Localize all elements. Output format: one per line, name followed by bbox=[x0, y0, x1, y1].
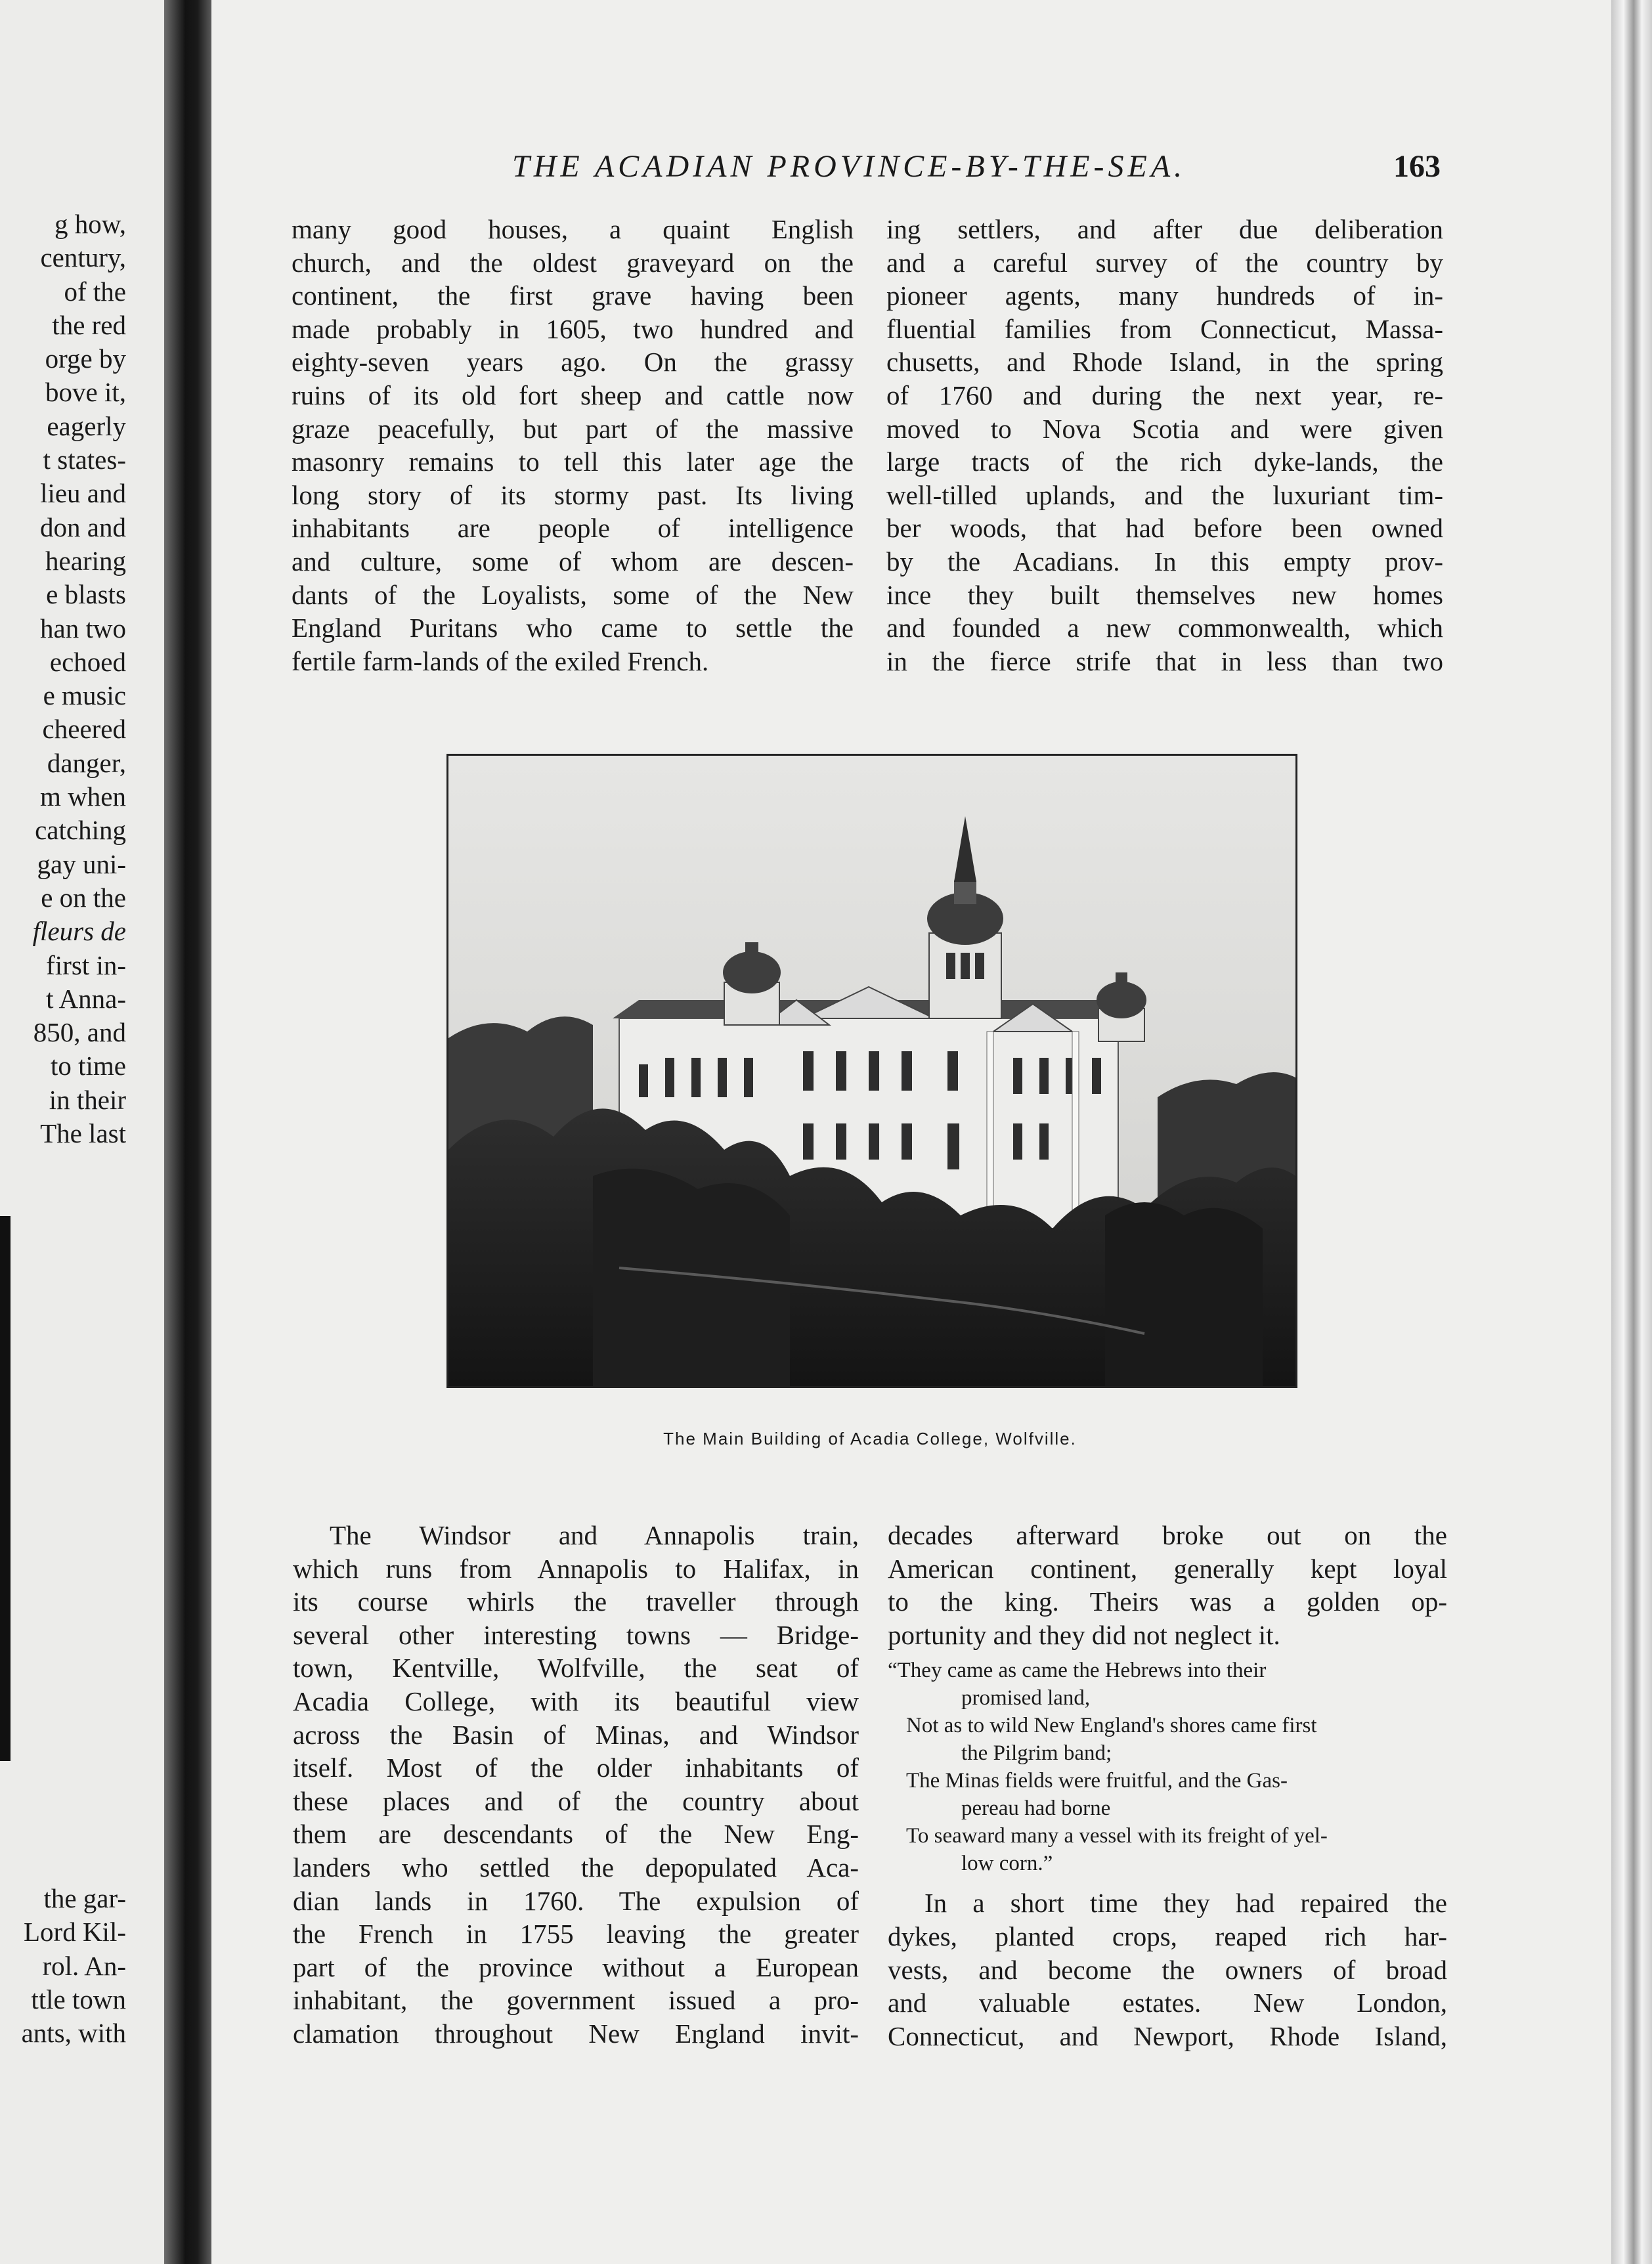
text-line: 850, and bbox=[33, 1017, 126, 1048]
text-line: cheered bbox=[42, 714, 126, 745]
poem-quotation bbox=[888, 1657, 1447, 1877]
text-line: The Windsor and Annapolis train, bbox=[330, 1520, 859, 1550]
text-line: dants of the Loyalists, some of the New bbox=[292, 579, 854, 610]
text-line: town, Kentville, Wolfville, the seat of bbox=[293, 1653, 859, 1684]
page-edge bbox=[1611, 0, 1652, 2264]
text-line: hearing bbox=[45, 545, 126, 576]
poem-line: Not as to wild New England's shores came first bbox=[906, 1714, 1317, 1738]
text-line: e blasts bbox=[46, 579, 126, 610]
text-line: and culture, some of whom are descen- bbox=[292, 546, 854, 577]
text-line: to the king. Theirs was a golden op- bbox=[888, 1586, 1447, 1617]
text-line: eighty-seven years ago. On the grassy bbox=[292, 347, 854, 378]
text-line: and a careful survey of the country by bbox=[886, 247, 1443, 278]
text-line: ing settlers, and after due deliberation bbox=[886, 214, 1443, 244]
text-line: graze peacefully, but part of the massive bbox=[292, 413, 854, 444]
text-line: itself. Most of the older inhabitants of bbox=[293, 1752, 859, 1783]
facing-page-upper-text bbox=[33, 207, 126, 1150]
page-number: 163 bbox=[1393, 149, 1441, 184]
text-line: lieu and bbox=[40, 478, 126, 509]
text-line: ber woods, that had before been owned bbox=[886, 513, 1443, 544]
text-line: m when bbox=[40, 781, 126, 812]
text-line: don and bbox=[40, 512, 126, 542]
text-line: portunity and they did not neglect it. bbox=[888, 1619, 1280, 1650]
text-line: well-tilled uplands, and the luxuriant tim- bbox=[886, 479, 1443, 510]
text-line: in the fierce strife that in less than two bbox=[886, 645, 1443, 676]
text-line: American continent, generally kept loyal bbox=[888, 1553, 1447, 1584]
text-line: rol. An- bbox=[42, 1950, 126, 1981]
text-line: dian lands in 1760. The expulsion of bbox=[293, 1885, 859, 1916]
text-line: ruins of its old fort sheep and cattle now bbox=[292, 380, 854, 410]
text-line: many good houses, a quaint English bbox=[292, 214, 854, 244]
figure-caption: The Main Building of Acadia College, Wolfville. bbox=[663, 1429, 1077, 1448]
text-line: church, and the oldest graveyard on the bbox=[292, 247, 854, 278]
text-line: of the bbox=[64, 276, 126, 307]
text-line: echoed bbox=[49, 646, 126, 677]
college-photograph bbox=[446, 754, 1297, 1388]
text-line: gay uni- bbox=[37, 848, 126, 879]
text-line: made probably in 1605, two hundred and bbox=[292, 313, 854, 344]
text-line: century, bbox=[40, 242, 126, 273]
text-line: which runs from Annapolis to Halifax, in bbox=[293, 1553, 859, 1584]
text-line: decades afterward broke out on the bbox=[888, 1520, 1447, 1550]
text-line: Connecticut, and Newport, Rhode Island, bbox=[888, 2020, 1447, 2051]
text-line: masonry remains to tell this later age the bbox=[292, 446, 854, 477]
text-line: vests, and become the owners of broad bbox=[888, 1954, 1447, 1985]
text-line: ttle town bbox=[31, 1984, 126, 2014]
text-line: inhabitant, the government issued a pro- bbox=[293, 1985, 859, 2016]
text-line: moved to Nova Scotia and were given bbox=[886, 413, 1443, 444]
text-line: inhabitants are people of intelligence bbox=[292, 513, 854, 544]
text-line: in their bbox=[49, 1084, 126, 1115]
text-line: across the Basin of Minas, and Windsor bbox=[293, 1719, 859, 1750]
poem-line: low corn.” bbox=[961, 1852, 1053, 1876]
text-line: fleurs de bbox=[32, 916, 126, 947]
text-line: dykes, planted crops, reaped rich har- bbox=[888, 1921, 1447, 1951]
text-line: continent, the first grave having been bbox=[292, 280, 854, 311]
text-line: catching bbox=[35, 815, 126, 846]
text-line: England Puritans who came to settle the bbox=[292, 613, 854, 643]
facing-page-fragment bbox=[0, 0, 164, 2264]
text-line: the French in 1755 leaving the greater bbox=[293, 1919, 859, 1949]
text-line: its course whirls the traveller through bbox=[293, 1586, 859, 1617]
text-line: by the Acadians. In this empty prov- bbox=[886, 546, 1443, 577]
text-line: t Anna- bbox=[46, 983, 126, 1014]
column-top-left bbox=[292, 213, 854, 678]
text-line: fertile farm-lands of the exiled French. bbox=[292, 645, 709, 676]
facing-page-image-edge bbox=[0, 1216, 11, 1761]
poem-line: “They came as came the Hebrews into their bbox=[888, 1659, 1267, 1683]
text-line: and founded a new commonwealth, which bbox=[886, 613, 1443, 643]
text-line: the gar- bbox=[43, 1883, 126, 1913]
text-line: eagerly bbox=[47, 410, 126, 441]
poem-line: pereau had borne bbox=[961, 1796, 1111, 1821]
column-bottom-left bbox=[293, 1519, 859, 2051]
text-line: the red bbox=[52, 309, 126, 340]
column-bottom-right bbox=[888, 1519, 1447, 2053]
text-line: several other interesting towns — Bridge- bbox=[293, 1619, 859, 1650]
text-line: ince they built themselves new homes bbox=[886, 579, 1443, 610]
text-line: Lord Kil- bbox=[24, 1917, 126, 1948]
poem-line: the Pilgrim band; bbox=[961, 1741, 1112, 1766]
poem-line: To seaward many a vessel with its freight of yel- bbox=[906, 1824, 1328, 1848]
text-line: of 1760 and during the next year, re- bbox=[886, 380, 1443, 410]
facing-page-lower-text bbox=[22, 1882, 126, 2050]
text-line: clamation throughout New England invit- bbox=[293, 2018, 859, 2049]
text-line: orge by bbox=[45, 343, 126, 374]
college-building-image bbox=[448, 756, 1295, 1386]
text-line: Acadia College, with its beautiful view bbox=[293, 1686, 859, 1716]
text-line: bove it, bbox=[45, 377, 126, 408]
poem-line: The Minas fields were fruitful, and the Gas- bbox=[906, 1769, 1288, 1793]
text-line: e on the bbox=[41, 882, 126, 913]
text-line: landers who settled the depopulated Aca- bbox=[293, 1852, 859, 1883]
text-line: The last bbox=[40, 1118, 126, 1149]
text-line: large tracts of the rich dyke-lands, the bbox=[886, 446, 1443, 477]
text-line: han two bbox=[40, 613, 126, 643]
text-line: t states- bbox=[43, 445, 126, 475]
text-line: e music bbox=[43, 680, 126, 711]
text-line: pioneer agents, many hundreds of in- bbox=[886, 280, 1443, 311]
book-gutter bbox=[164, 0, 211, 2264]
text-line: chusetts, and Rhode Island, in the spring bbox=[886, 347, 1443, 378]
poem-line: promised land, bbox=[961, 1686, 1091, 1710]
running-head: THE ACADIAN PROVINCE-BY-THE-SEA. bbox=[512, 149, 1186, 184]
text-line: part of the province without a European bbox=[293, 1951, 859, 1982]
text-line: ants, with bbox=[21, 2018, 126, 2049]
text-line: long story of its stormy past. Its living bbox=[292, 479, 854, 510]
text-line: fluential families from Connecticut, Massa- bbox=[886, 313, 1443, 344]
text-line: g how, bbox=[54, 209, 126, 239]
text-line: first in- bbox=[46, 949, 126, 980]
text-line: danger, bbox=[47, 747, 126, 778]
text-line: and valuable estates. New London, bbox=[888, 1988, 1447, 2018]
text-line: them are descendants of the New Eng- bbox=[293, 1819, 859, 1850]
text-line: In a short time they had repaired the bbox=[924, 1888, 1447, 1919]
text-line: to time bbox=[50, 1051, 126, 1081]
text-line: these places and of the country about bbox=[293, 1785, 859, 1816]
column-top-right bbox=[886, 213, 1443, 678]
